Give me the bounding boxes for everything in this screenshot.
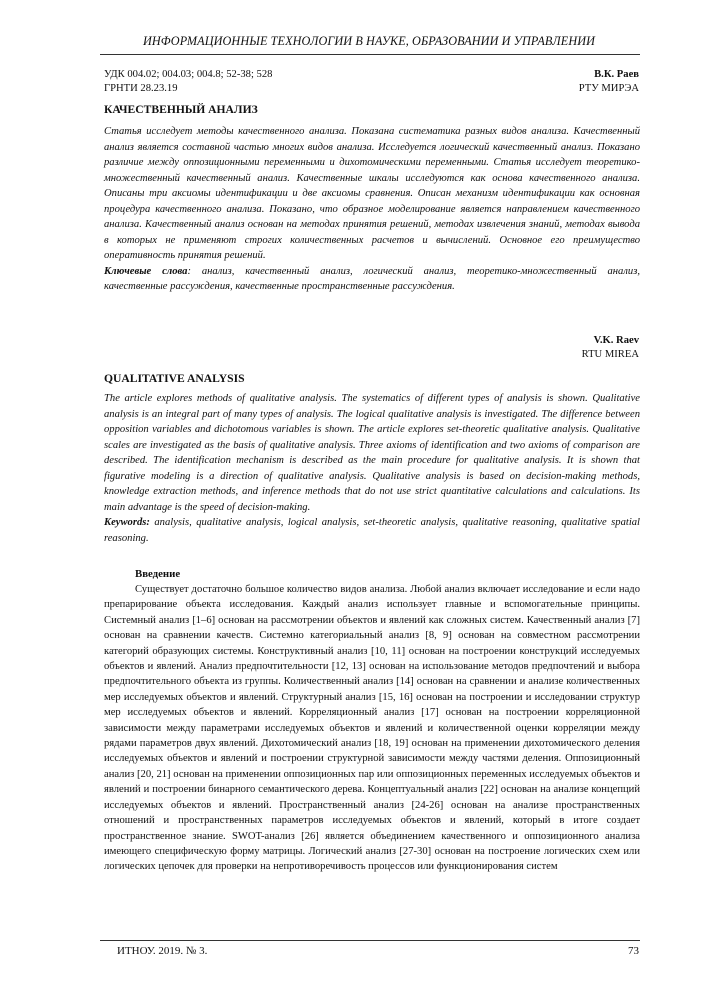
author-name-en: V.K. Raev [593,335,639,346]
header-divider [100,54,640,55]
article-title-ru: КАЧЕСТВЕННЫЙ АНАЛИЗ [104,103,258,116]
author-block-ru [579,68,639,96]
footer-issue: ИТНОУ. 2019. № 3. [117,945,208,957]
abstract-en-text: The article explores methods of qualitative analysis. The systematics of different types of analysis is shown. Qualitative analysis is an integral part of many types of analysis. The logical qualitative analysis is investigated. The difference between opposition variables and dichotomous variables is shown. The article explores set-theoretic qualitative analysis. Qualitative scales are investigated as the basis of qualitative analysis. Three axioms of identification and two axioms of comparison are described. The identification mechanism is described as the main procedure for qualitative analysis. It is shown that figurative modeling is a direction of qualitative analysis. Qualitative analysis is based on decision-making methods, knowledge extraction methods, and inference methods that do not use strict quantitative calculations and calculations. Its main advantage is the speed of decision-making. [104,393,640,513]
keywords-en-label: Keywords: [104,517,150,528]
keywords-en-text: analysis, qualitative analysis, logical analysis, set-theoretic analysis, qualitative reasoning, qualitative spatial reasoning. [104,517,640,544]
page-number: 73 [628,945,639,957]
introduction-paragraph: Существует достаточно большое количество видов анализа. Любой анализ включает исследование и если надо препарирование объекта исследования. Каждый анализ использует главные и вспомогательные принципы. Системный анализ [1–6] основан на рассмотрении объектов и явлений как сложных систем. Качественный анализ [7] основан на сравнении качеств. Системно категориальный анализ [8, 9] основан на совместном рассмотрении категорий образующих системы. Конструктивный анализ [10, 11] основан на построении конструкций исследуемых объектов и явлений. Анализ предпочтительности [12, 13] основан на использование методов предпочтений и выбора предпочтительного объекта из группы. Количественный анализ [14] основан на сравнении и анализе количественных мер исследуемых объектов и явлений. Структурный анализ [15, 16] основан на построении и исследовании структур мер исследуемых объектов и явлений. Корреляционный анализ [17] основан на построении корреляционной зависимости между параметрами исследуемых объектов и явлений и количественной оценки корреляции между рядами параметров двух явлений. Дихотомический анализ [18, 19] основан на применении дихотомического деления исследуемых объектов и явлений и построении структурной зависимости между частями деления. Оппозиционный анализ [20, 21] основан на применении оппозиционных пар или оппозиционных переменных исследуемых объектов и явлений и построении бинарного семантического дерева. Концептуальный анализ [22] основан на анализе концепций исследуемых объектов и явлений. Пространственный анализ [24-26] основан на анализе пространственных отношений и пространственных параметров исследуемых объектов и явлений, который в итоге создает пространственное знание. SWOT-анализ [26] является объединением качественного и оппозиционного анализа имеющего специфическую форму матрицы. Логический анализ [27-30] основан на построение логических схем или логических цепочек для проверки на непротиворечивость процессов или функционирования систем [104,584,640,873]
section-heading-introduction: Введение [135,568,181,580]
footer-divider [100,940,640,941]
introduction-body [104,582,640,875]
abstract-en [104,391,640,546]
affiliation-en: RTU MIREA [581,349,639,360]
udk-code: УДК 004.02; 004.03; 004.8; 52-38; 528 [104,69,273,80]
grnti-code: ГРНТИ 28.23.19 [104,83,178,94]
affiliation-ru: РТУ МИРЭА [578,83,639,94]
keywords-ru-label: Ключевые слова [104,265,188,277]
author-name-ru: В.К. Раев [594,69,639,80]
classification-codes [104,68,272,96]
abstract-ru [104,124,640,295]
article-title-en: QUALITATIVE ANALYSIS [104,372,245,385]
abstract-ru-text: Статья исследует методы качественного анализа. Показана систематика разных видов анализа. Качественный анализ является составной частью многих видов анализа. Исследуется логический качественный анализ. Показано различие между оппозиционными переменными и дихотомическими переменными. Статья исследует теоретико-множественный качественный анализ. Качественные шкалы исследуются как основа качественного анализа. Описаны три аксиомы идентификации и две аксиомы сравнения. Описан механизм идентификации как основная процедура качественного анализа. Показано, что образное моделирование является направлением качественного анализа. Качественный анализ основан на методах принятия решений, методах извлечения знаний, методах вывода в которых не применяют строгих количественных расчетов и вычислений. Основное его преимущество оперативность принятия решений. [104,126,640,261]
journal-running-title: ИНФОРМАЦИОННЫЕ ТЕХНОЛОГИИ В НАУКЕ, ОБРАЗОВАНИИ И УПРАВЛЕНИИ [142,34,596,48]
author-block-en [582,334,639,362]
keywords-ru-text: : анализ, качественный анализ, логический анализ, теоретико-множественный анализ, качественные рассуждения, качественные пространственные рассуждения. [104,265,640,292]
